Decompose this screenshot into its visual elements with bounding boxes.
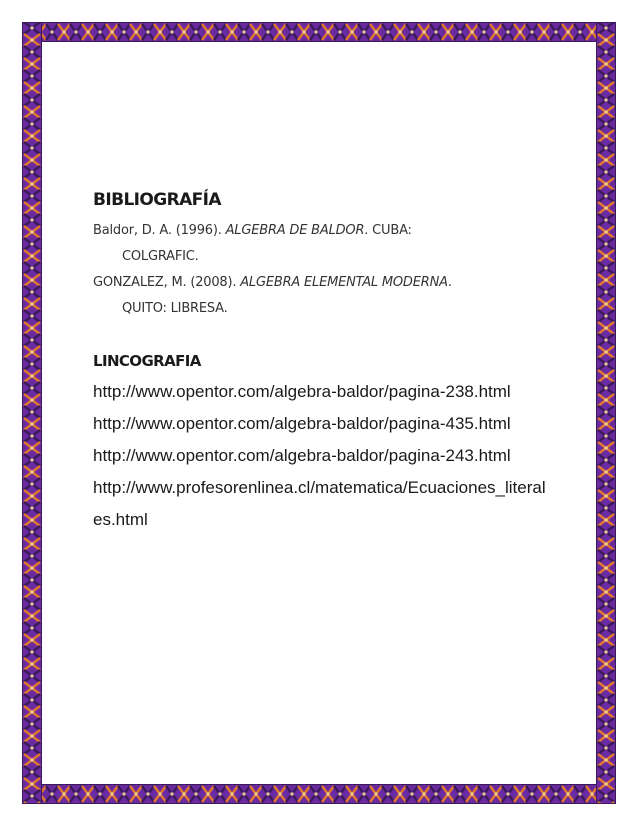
border-knot-center [471,793,474,796]
border-knot-center [459,31,462,34]
web-link[interactable]: http://www.opentor.com/algebra-baldor/pagina-435.html [93,414,511,433]
border-knot-center [31,279,34,282]
border-knot-center [567,31,570,34]
border-knot-center [183,31,186,34]
border-knot-center [31,363,34,366]
border-knot-center [31,627,34,630]
border-knot-center [363,31,366,34]
link-list [93,376,563,536]
border-knot-center [31,783,34,786]
border-knot-center [605,483,608,486]
border-knot-center [147,793,150,796]
border-knot-center [605,723,608,726]
border-knot-center [605,267,608,270]
border-knot-center [605,435,608,438]
entry-place: . CUBA: [364,223,412,238]
lincografia-heading: LINCOGRAFIA [93,352,201,370]
border-knot-center [605,147,608,150]
border-knot-center [605,279,608,282]
border-knot-center [375,31,378,34]
entry-continuation: QUITO: LIBRESA. [122,301,228,316]
border-knot-center [605,423,608,426]
border-knot-center [605,531,608,534]
border-knot-center [507,793,510,796]
border-knot-center [459,793,462,796]
document-body [93,190,563,536]
border-knot-center [567,793,570,796]
border-knot-center [351,31,354,34]
border-knot-center [605,555,608,558]
border-knot-center [31,243,34,246]
border-knot-center [375,793,378,796]
border-knot-center [519,793,522,796]
border-knot-center [605,747,608,750]
border-knot-center [31,579,34,582]
entry-continuation: COLGRAFIC. [122,249,199,264]
border-knot-center [605,783,608,786]
border-knot-center [87,793,90,796]
border-knot-center [31,615,34,618]
border-knot-center [605,327,608,330]
border-knot-center [31,471,34,474]
web-link[interactable]: http://www.opentor.com/algebra-baldor/pagina-238.html [93,382,511,401]
border-knot-center [31,315,34,318]
entry-place: . [447,275,452,290]
border-knot-center [605,255,608,258]
border-knot-center [605,471,608,474]
border-knot-center [31,135,34,138]
border-knot-center [605,219,608,222]
border-knot-center [31,459,34,462]
border-knot-center [31,507,34,510]
border-knot-center [31,423,34,426]
border-knot-center [31,75,34,78]
border-knot-center [605,87,608,90]
border-knot-center [31,795,34,798]
border-knot-center [605,291,608,294]
border-knot-center [87,31,90,34]
border-knot-center [111,793,114,796]
border-knot-center [31,111,34,114]
border-knot-center [31,207,34,210]
border-knot-center [279,31,282,34]
border-knot-center [255,793,258,796]
border-knot-center [31,303,34,306]
border-knot-center [171,793,174,796]
border-knot-center [31,663,34,666]
border-knot-center [447,793,450,796]
border-knot-center [605,183,608,186]
border-knot-center [159,31,162,34]
border-knot-center [31,639,34,642]
border-pattern-bottom [22,784,616,804]
border-knot-center [31,339,34,342]
border-knot-center [31,555,34,558]
border-pattern-left [22,22,42,804]
border-knot-center [387,793,390,796]
border-knot-center [135,31,138,34]
border-knot-center [495,31,498,34]
border-knot-center [147,31,150,34]
border-knot-center [605,303,608,306]
border-knot-center [31,411,34,414]
border-knot-center [31,147,34,150]
border-knot-center [579,31,582,34]
border-knot-center [75,31,78,34]
border-knot-center [387,31,390,34]
border-knot-center [31,759,34,762]
border-knot-center [63,31,66,34]
border-pattern-right [596,22,616,804]
border-knot-center [195,793,198,796]
entry-title: ALGEBRA DE BALDOR [225,223,365,238]
border-knot-center [75,793,78,796]
border-knot-center [471,31,474,34]
border-knot-center [435,31,438,34]
border-knot-center [351,793,354,796]
border-knot-center [399,793,402,796]
border-knot-center [303,31,306,34]
border-knot-center [327,31,330,34]
bibliography-heading: BIBLIOGRAFÍA [93,190,221,210]
border-knot-center [31,723,34,726]
border-knot-center [315,31,318,34]
border-knot-center [135,793,138,796]
web-link[interactable]: http://www.profesorenlinea.cl/matematica/Ecuaciones_literales.html [93,478,546,529]
border-knot-center [31,255,34,258]
border-right [596,22,616,804]
border-knot-center [605,135,608,138]
border-knot-center [31,699,34,702]
border-knot-center [605,603,608,606]
border-knot-center [605,627,608,630]
border-knot-center [31,771,34,774]
border-knot-center [605,567,608,570]
border-knot-center [31,123,34,126]
border-knot-center [411,793,414,796]
border-knot-center [543,793,546,796]
border-knot-center [159,793,162,796]
border-knot-center [605,27,608,30]
border-knot-center [31,327,34,330]
border-knot-center [605,507,608,510]
border-knot-center [605,411,608,414]
border-knot-center [605,495,608,498]
border-knot-center [555,793,558,796]
border-knot-center [555,31,558,34]
border-knot-center [31,27,34,30]
border-knot-center [531,793,534,796]
border-knot-center [243,31,246,34]
border-knot-center [605,231,608,234]
border-knot-center [605,399,608,402]
border-knot-center [423,31,426,34]
border-knot-center [207,31,210,34]
border-knot-center [31,591,34,594]
border-knot-center [605,543,608,546]
border-knot-center [605,363,608,366]
border-knot-center [605,795,608,798]
border-knot-center [605,315,608,318]
border-knot-center [605,687,608,690]
web-link[interactable]: http://www.opentor.com/algebra-baldor/pagina-243.html [93,446,511,465]
border-knot-center [605,351,608,354]
border-knot-center [123,793,126,796]
border-knot-center [339,31,342,34]
border-knot-center [31,567,34,570]
border-knot-center [423,793,426,796]
border-knot-center [31,351,34,354]
border-knot-center [31,483,34,486]
border-knot-center [123,31,126,34]
border-knot-center [339,793,342,796]
border-knot-center [605,39,608,42]
border-knot-center [31,435,34,438]
bibliography-entry [93,218,563,270]
border-knot-center [31,519,34,522]
border-knot-center [605,99,608,102]
border-knot-center [31,51,34,54]
border-knot-center [51,793,54,796]
border-knot-center [605,579,608,582]
border-knot-center [605,447,608,450]
border-knot-center [267,31,270,34]
border-knot-center [605,519,608,522]
border-knot-center [243,793,246,796]
border-knot-center [435,793,438,796]
border-knot-center [605,651,608,654]
border-knot-center [605,51,608,54]
border-knot-center [605,159,608,162]
border-bottom [22,784,616,804]
border-knot-center [605,675,608,678]
border-knot-center [519,31,522,34]
border-knot-center [31,399,34,402]
border-knot-center [495,793,498,796]
border-knot-center [315,793,318,796]
border-knot-center [591,793,594,796]
border-knot-center [31,675,34,678]
border-knot-center [207,793,210,796]
border-knot-center [303,793,306,796]
border-knot-center [605,195,608,198]
border-left [22,22,42,804]
border-knot-center [483,793,486,796]
border-knot-center [31,651,34,654]
border-knot-center [99,31,102,34]
border-knot-center [291,793,294,796]
border-knot-center [605,615,608,618]
border-knot-center [605,459,608,462]
border-knot-center [31,99,34,102]
border-knot-center [605,591,608,594]
border-knot-center [327,793,330,796]
border-knot-center [171,31,174,34]
border-knot-center [51,31,54,34]
border-knot-center [231,793,234,796]
border-knot-center [219,793,222,796]
border-knot-center [31,171,34,174]
border-knot-center [219,31,222,34]
border-knot-center [31,39,34,42]
border-knot-center [31,711,34,714]
border-knot-center [447,31,450,34]
border-knot-center [605,771,608,774]
border-knot-center [605,75,608,78]
border-knot-center [605,171,608,174]
border-knot-center [31,231,34,234]
border-knot-center [605,663,608,666]
border-knot-center [31,603,34,606]
border-knot-center [279,793,282,796]
border-knot-center [31,87,34,90]
border-knot-center [399,31,402,34]
border-knot-center [605,735,608,738]
entry-author-year: Baldor, D. A. (1996). [93,223,226,238]
border-knot-center [63,793,66,796]
border-knot-center [605,759,608,762]
border-knot-center [605,207,608,210]
border-knot-center [291,31,294,34]
border-knot-center [605,123,608,126]
border-knot-center [31,387,34,390]
border-pattern-top [22,22,616,42]
border-knot-center [31,195,34,198]
border-knot-center [99,793,102,796]
border-knot-center [31,159,34,162]
border-knot-center [183,793,186,796]
border-knot-center [31,375,34,378]
border-knot-center [605,711,608,714]
border-knot-center [507,31,510,34]
border-knot-center [231,31,234,34]
border-knot-center [591,31,594,34]
border-knot-center [605,243,608,246]
border-knot-center [31,183,34,186]
border-knot-center [411,31,414,34]
border-knot-center [111,31,114,34]
border-knot-center [483,31,486,34]
border-knot-center [543,31,546,34]
border-knot-center [605,63,608,66]
border-knot-center [195,31,198,34]
border-knot-center [31,63,34,66]
border-knot-center [31,735,34,738]
border-knot-center [31,219,34,222]
border-knot-center [363,793,366,796]
border-knot-center [605,111,608,114]
border-knot-center [31,531,34,534]
border-knot-center [267,793,270,796]
border-knot-center [31,747,34,750]
bibliography-entry [93,270,563,322]
border-knot-center [31,543,34,546]
entry-title: ALGEBRA ELEMENTAL MODERNA [240,275,448,290]
border-knot-center [31,687,34,690]
border-knot-center [605,339,608,342]
border-knot-center [605,387,608,390]
border-knot-center [605,639,608,642]
border-knot-center [605,699,608,702]
border-knot-center [31,447,34,450]
border-knot-center [31,267,34,270]
border-knot-center [605,375,608,378]
border-knot-center [255,31,258,34]
border-top [22,22,616,42]
border-knot-center [31,495,34,498]
border-knot-center [579,793,582,796]
entry-author-year: GONZALEZ, M. (2008). [93,275,241,290]
border-knot-center [531,31,534,34]
border-knot-center [31,291,34,294]
